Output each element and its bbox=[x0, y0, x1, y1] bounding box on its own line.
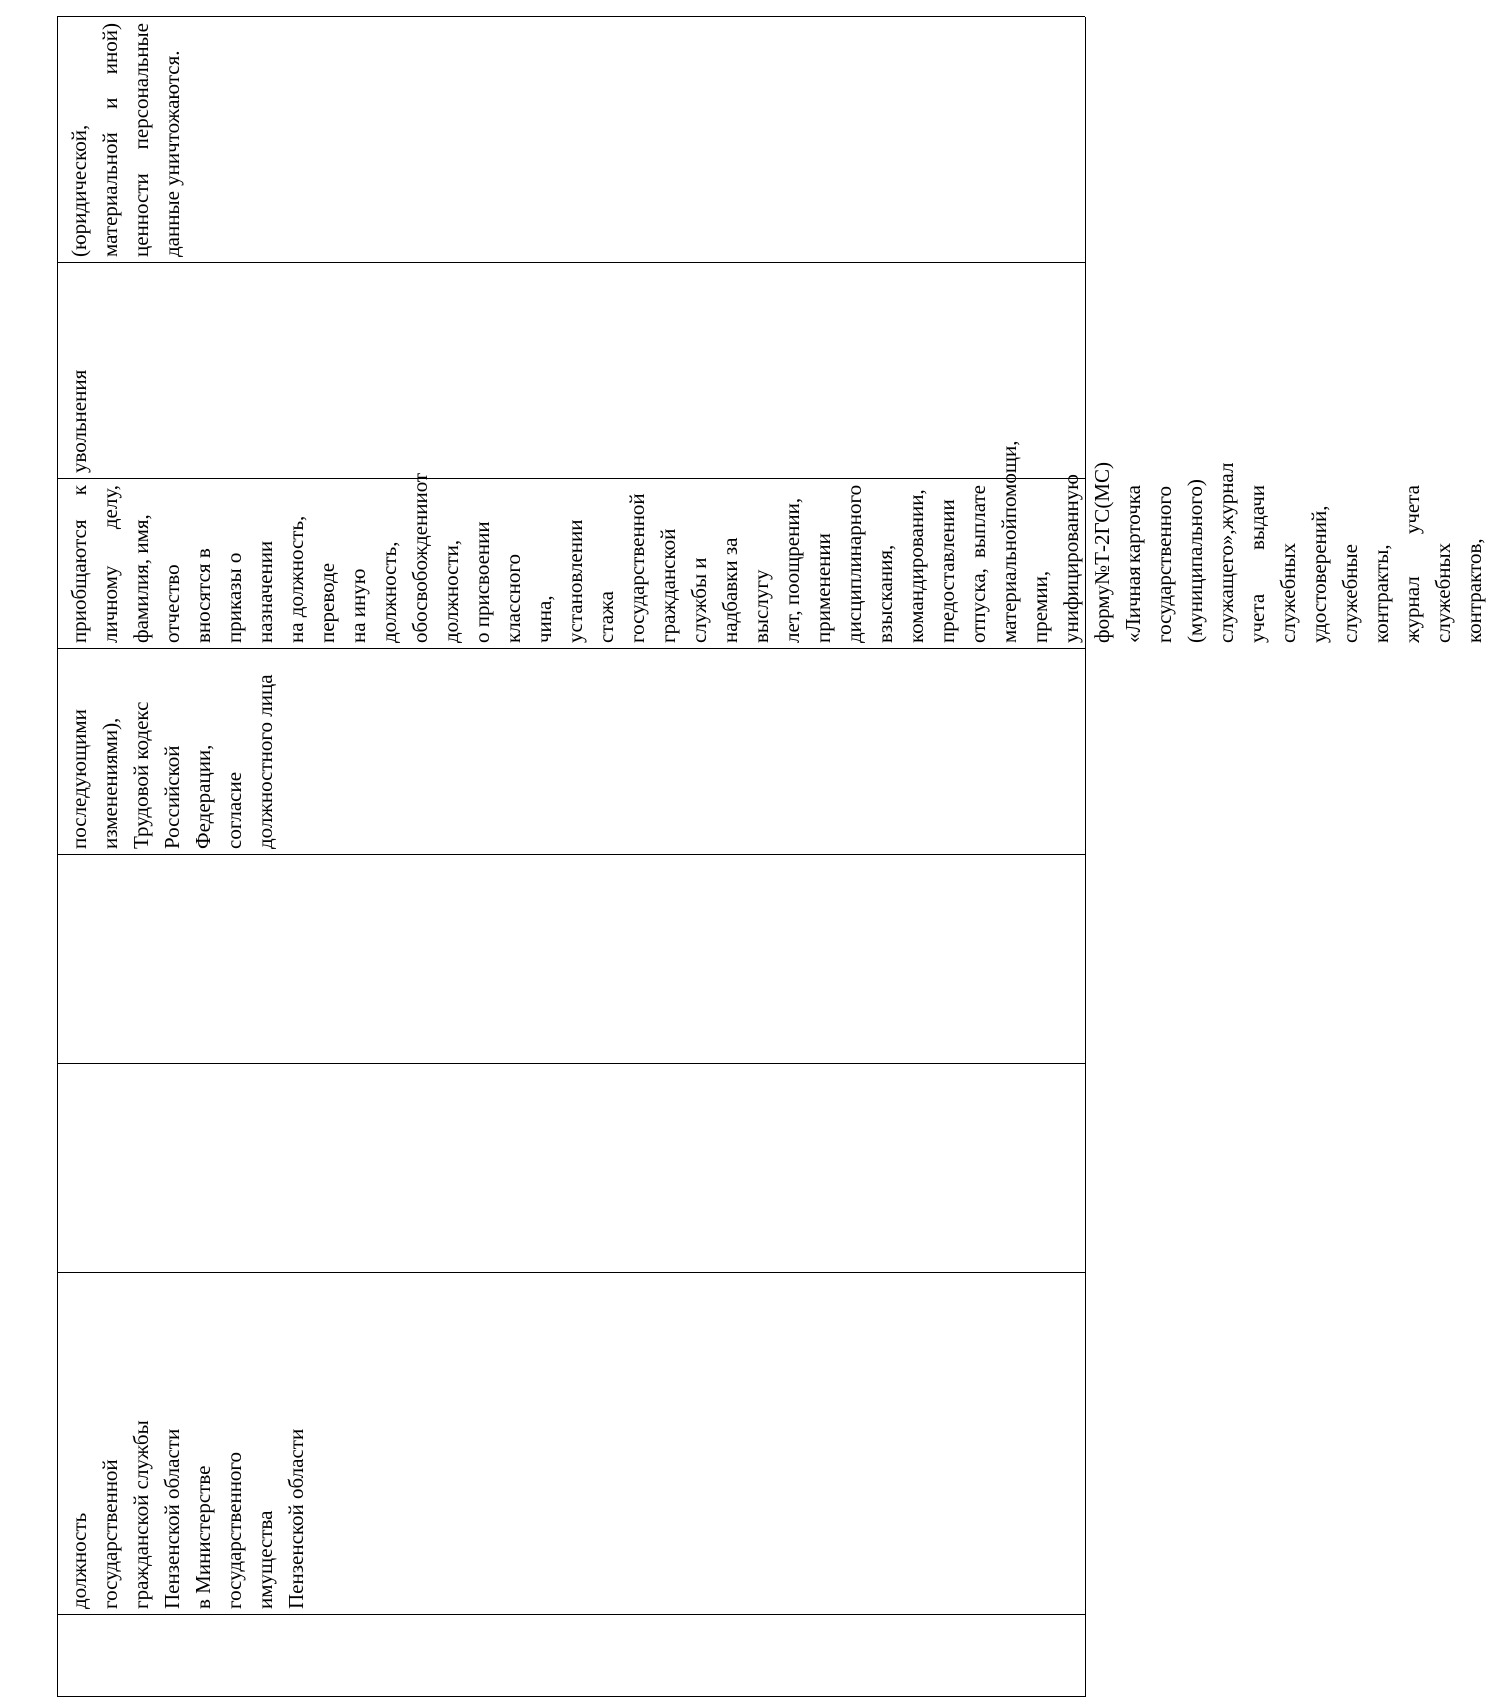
text-line: должностного лица bbox=[253, 674, 277, 849]
text-line: отпуска, выплате bbox=[966, 485, 990, 643]
cell-legal-basis bbox=[64, 651, 281, 853]
table-top-border bbox=[57, 17, 58, 1697]
column-divider-3 bbox=[57, 1063, 1085, 1064]
column-divider-2 bbox=[57, 1272, 1085, 1273]
cell-term bbox=[64, 265, 95, 477]
text-line: надбавки за выслугу bbox=[718, 537, 773, 643]
cell-destruction bbox=[64, 19, 188, 261]
column-divider-7 bbox=[57, 262, 1085, 263]
text-line: последующими bbox=[67, 709, 91, 849]
text-line: (юридической, bbox=[67, 124, 91, 257]
text-line: применении bbox=[811, 533, 835, 643]
text-line: на должность, переводе bbox=[284, 515, 339, 643]
text-line: государственного bbox=[1152, 485, 1176, 643]
data-table bbox=[57, 17, 1486, 1697]
text-line: гражданской службы и bbox=[656, 528, 711, 643]
text-line: материальной и иной) bbox=[98, 23, 122, 257]
text-line: приобщаются к bbox=[67, 485, 91, 643]
text-line: дисциплинарного bbox=[842, 484, 866, 643]
text-line: приказы о назначении bbox=[222, 540, 277, 643]
text-line: должности, bbox=[439, 539, 463, 643]
table-left-border bbox=[57, 1696, 1085, 1697]
cell-position bbox=[64, 1275, 312, 1613]
text-line: служебных bbox=[1431, 542, 1455, 643]
text-line: на иную должность, bbox=[346, 541, 401, 643]
text-line: Пензенской области bbox=[160, 1428, 184, 1609]
text-line: форму № Т-2ГС(МС) bbox=[1090, 462, 1114, 643]
text-line: согласие bbox=[222, 771, 246, 849]
text-line: взыскания, bbox=[873, 544, 897, 643]
text-line: служебные контракты, bbox=[1338, 544, 1393, 643]
table-bottom-border bbox=[1085, 17, 1086, 1697]
text-line: премии, bbox=[1028, 570, 1052, 643]
text-line: стажа государственной bbox=[594, 493, 649, 643]
text-line: ценности персональные bbox=[129, 23, 153, 257]
text-line: журнал учета bbox=[1400, 485, 1424, 643]
text-line: государственной bbox=[98, 1459, 122, 1609]
column-divider-6 bbox=[57, 478, 1085, 479]
text-line: Трудовой кодекс bbox=[129, 701, 153, 849]
text-line: личному делу, bbox=[98, 485, 122, 643]
text-line: служащего», журнал bbox=[1214, 462, 1238, 643]
text-line: материальной помощи, bbox=[997, 440, 1021, 643]
text-line: учета выдачи bbox=[1245, 485, 1269, 643]
column-divider-4 bbox=[57, 854, 1085, 855]
text-line: Пензенской области bbox=[284, 1428, 308, 1609]
text-line: контрактов, bbox=[1462, 538, 1486, 643]
table-right-border bbox=[57, 16, 1085, 17]
text-line: имущества bbox=[253, 1510, 277, 1609]
text-line: служебных bbox=[1276, 542, 1300, 643]
text-line: отчество вносятся в bbox=[160, 548, 215, 643]
text-line: предоставлении bbox=[935, 499, 959, 643]
text-line: гражданской службы bbox=[129, 1420, 153, 1609]
column-divider-1 bbox=[57, 1614, 1085, 1615]
text-line: фамилия, имя, bbox=[129, 514, 153, 643]
text-line: изменениями), bbox=[98, 717, 122, 849]
text-line: командировании, bbox=[904, 489, 928, 643]
text-line: в Министерстве bbox=[191, 1465, 215, 1609]
text-line: Российской bbox=[160, 745, 184, 849]
text-line: (муниципального) bbox=[1183, 479, 1207, 643]
text-line: данные уничтожаются. bbox=[160, 50, 184, 257]
column-divider-5 bbox=[57, 648, 1085, 649]
text-line: чина, установлении bbox=[532, 519, 587, 643]
text-line: должность bbox=[67, 1512, 91, 1609]
text-line: «Личная карточка bbox=[1121, 485, 1145, 643]
text-line: об освобождении от bbox=[408, 472, 432, 643]
text-line: о присвоении классного bbox=[470, 521, 525, 643]
text-line: унифицированную bbox=[1059, 474, 1083, 643]
text-line: лет, поощрении, bbox=[780, 497, 804, 643]
text-line: удостоверений, bbox=[1307, 505, 1331, 643]
cell-documents bbox=[64, 440, 1490, 647]
text-line: увольнения bbox=[67, 369, 91, 473]
text-line: государственного bbox=[222, 1451, 246, 1609]
text-line: Федерации, bbox=[191, 744, 215, 849]
